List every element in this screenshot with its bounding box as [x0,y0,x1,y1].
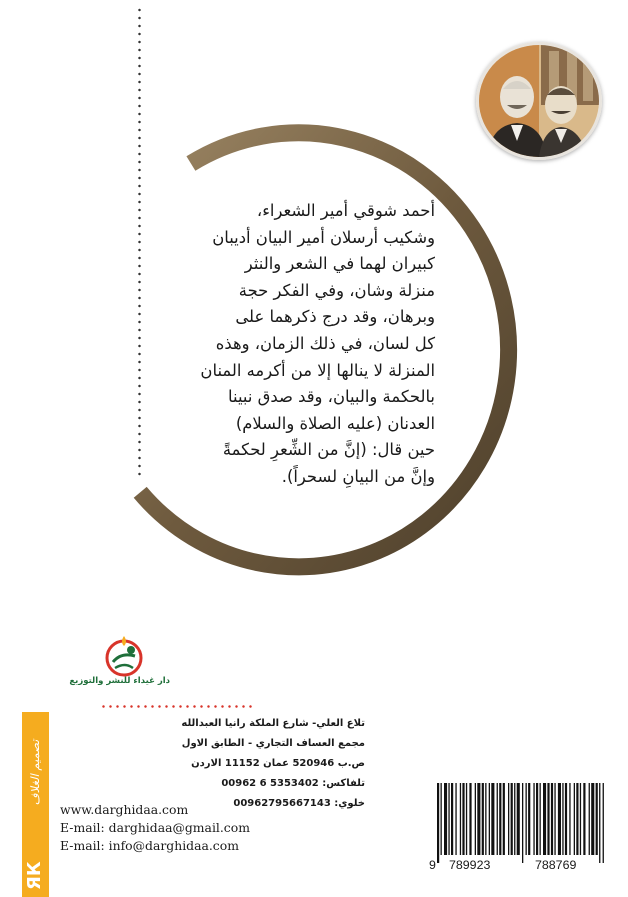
barcode-bar [482,783,484,855]
mobile-label: خلوي: [334,798,365,809]
barcode-bar [547,783,549,855]
barcode-bar [554,783,555,855]
blurb-line: كبيران لهما في الشعر والنثر [244,254,435,274]
dotted-horizontal-divider [100,705,255,708]
barcode-bar [462,783,464,855]
barcode-bar [543,783,546,855]
publisher-name: دار غيداء للنشر والتوزيع [69,676,170,686]
authors-photo [476,42,602,160]
barcode-bar [497,783,498,855]
barcode-bar [576,783,578,855]
barcode-bar [596,783,598,855]
barcode-bar [574,783,575,855]
barcode-bar [589,783,590,855]
barcode-bar [477,783,480,855]
website-link[interactable]: www.darghidaa.com [60,802,189,817]
publisher-address [60,714,365,814]
barcode-bar [444,783,447,855]
barcode-bar [489,783,490,855]
fax-line [60,774,365,794]
barcode-bar [451,783,453,855]
fax-number: 00962 6 5353402 [221,778,319,789]
barcode-bar [460,783,461,855]
isbn-left-group: 789923 [449,858,491,872]
email-line [60,819,320,837]
email-label: E-mail: [60,838,105,853]
barcode-bar [466,783,467,855]
blurb-line: العدنان (عليه الصلاة والسلام) [235,413,435,433]
address-line: مجمع العساف التجاري - الطابق الاول [181,738,365,749]
barcode-bar [533,783,534,855]
blurb-line: بالحكمة والبيان، وقد صدق نبينا [228,387,435,407]
barcode-bar [455,783,456,855]
cover-design-label: تصميم الغلاف [28,739,42,806]
barcode-bar [583,783,585,855]
email-label: E-mail: [60,820,105,835]
publisher-contacts [60,801,320,855]
publisher-logo-mark [101,632,147,678]
isbn-number [427,858,611,872]
barcode-bar [469,783,471,855]
book-blurb [190,198,435,491]
barcode-bar [485,783,486,855]
barcode-bar [437,783,439,863]
barcode-bar [603,783,604,863]
blurb-line: وبرهان، وقد درج ذكرهما على [235,307,435,327]
fax-label: تلفاكس: [322,778,365,789]
barcode-bar [599,783,600,863]
barcode-bar [569,783,570,855]
barcode-bar [580,783,581,855]
blurb-line: حين قال: (إنَّ من الشِّعرِ لحكمةً [222,440,435,460]
email-link[interactable]: darghidaa@gmail.com [108,820,250,835]
barcode-bar [528,783,530,855]
publisher-logo [69,632,170,694]
barcode-bar [536,783,538,855]
isbn-first-digit: 9 [429,858,436,872]
blurb-line: المنزلة لا ينالها إلا من أكرمه المنان [200,360,435,380]
blurb-line: وشكيب أرسلان أمير البيان أديبان [212,227,435,247]
barcode-bar [517,783,520,855]
barcode-bar [503,783,505,855]
dotted-vertical-divider [138,6,141,476]
email-line [60,837,320,855]
blurb-line: وإنَّ من البيانِ لسحراً). [281,466,435,486]
isbn-right-group: 788769 [535,858,577,872]
blurb-line: منزلة وشان، وفي الفكر حجة [238,280,435,300]
barcode-bar [551,783,553,855]
barcode-bar [491,783,494,855]
barcode-bar [562,783,563,855]
mobile-number: 00962795667143 [233,798,331,809]
barcode-bar [526,783,527,855]
barcode-bar [558,783,561,855]
designer-mark: ЯК [24,861,45,890]
barcode-bar [522,783,523,863]
address-line: تلاع العلي- شارع الملكة رانيا العبدالله [181,718,365,729]
barcode-bar [475,783,476,855]
barcode-bar [540,783,541,855]
barcode-bar [591,783,594,855]
email-link[interactable]: info@darghidaa.com [108,838,239,853]
address-line: ص.ب 520946 عمان 11152 الاردن [191,758,365,769]
cover-design-strip [22,712,49,897]
barcode-bar [499,783,501,855]
barcode-bar [565,783,567,855]
barcode-bar [514,783,515,855]
barcode-bar [508,783,509,855]
blurb-line: كل لسان، في ذلك الزمان، وهذه [215,333,435,353]
barcode-bar [441,783,442,855]
barcode-bar [511,783,513,855]
isbn-barcode [427,783,611,867]
blurb-line: أحمد شوقي أمير الشعراء، [256,201,435,220]
barcode-bar [448,783,449,855]
